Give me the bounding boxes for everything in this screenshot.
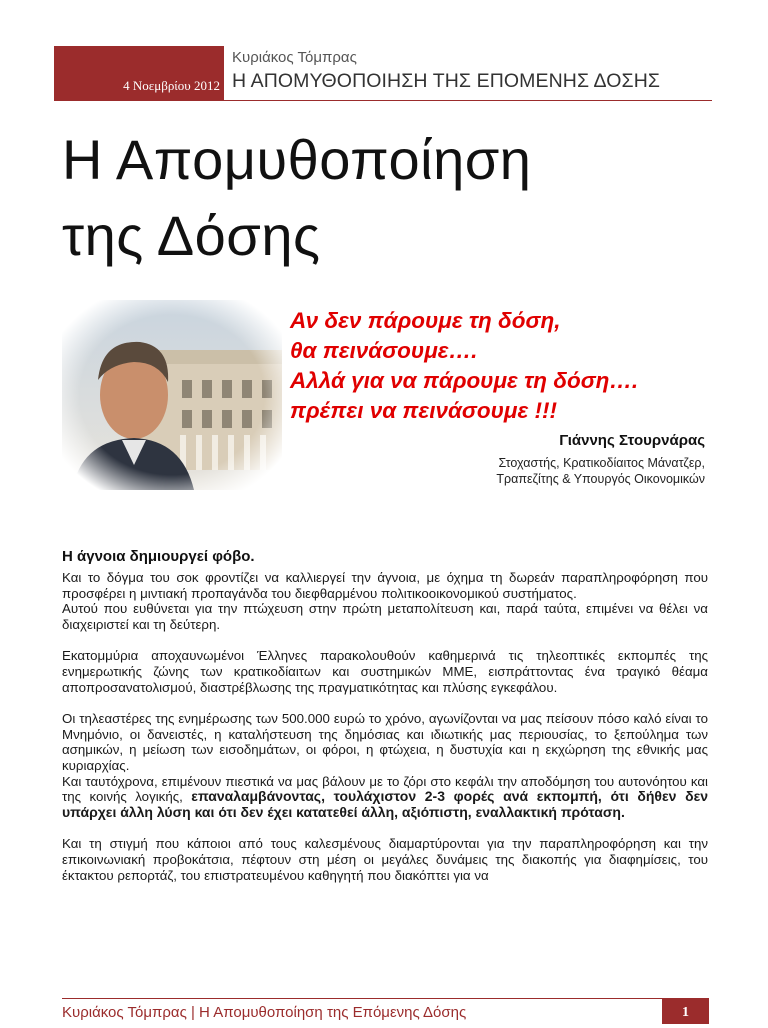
portrait-photo: [62, 300, 282, 490]
quote-line: Αλλά για να πάρουμε τη δόση….: [290, 368, 639, 393]
quote-line: πρέπει να πεινάσουμε !!!: [290, 398, 557, 423]
header-author: Κυριάκος Τόμπρας: [232, 49, 357, 66]
quote-text: [290, 306, 638, 426]
quote-author-role: [496, 455, 705, 487]
article-emphasis: επαναλαμβάνοντας, τουλάχιστον 2-3 φορές ανά εκπομπή, ότι δήθεν δεν υπάρχει άλλη λύση και ότι δεν έχει κατατεθεί άλλη, αξιόπιστη, εναλλακτική πρόταση.: [62, 788, 708, 820]
header-title: Η ΑΠΟΜΥΘΟΠΟΙΗΣΗ ΤΗΣ ΕΠΟΜΕΝΗΣ ΔΟΣΗΣ: [232, 70, 661, 92]
quote-line: θα πεινάσουμε….: [290, 338, 478, 363]
header-date: 4 Νοεμβρίου 2012: [123, 78, 220, 93]
footer-text: Κυριάκος Τόμπρας | Η Απομυθοποίηση της Επόμενης Δόσης: [62, 1004, 467, 1021]
article-paragraph-text: Και ταυτόχρονα, επιμένουν πιεστικά να μας βάλουν με το ζόρι στο κεφάλι την αποδόμηση του αυτονόητου και της κοινής λογικής,: [62, 773, 708, 805]
footer-divider: [62, 998, 662, 999]
quote-author: Γιάννης Στουρνάρας: [559, 432, 705, 449]
article-paragraph: Εκατομμύρια αποχαυνωμένοι Έλληνες παρακολουθούν καθημερινά τις τηλεοπτικές εκπομπές της ενημερωτικής ζώνης των κρατικοδίαιτων και συστημικών ΜΜΕ, εισπράττοντας ένα τραγικό θέαμα αποπροσανατολισμού, διαστρέβλωσης της πραγματικότητας και πλύσης εγκεφάλου.: [62, 648, 708, 695]
quote-line: Αν δεν πάρουμε τη δόση,: [290, 308, 561, 333]
article-paragraph: Και το δόγμα του σοκ φροντίζει να καλλιεργεί την άγνοια, με όχημα τη δωρεάν παραπληροφόρηση που προσφέρει η μιντιακή προπαγάνδα του διεφθαρμένου πολιτικοοικονομικού συστήματος.: [62, 570, 708, 601]
quote-role-line: Στοχαστής, Κρατικοδίαιτος Μάνατζερ,: [498, 456, 705, 470]
header-divider: [224, 100, 712, 101]
article-body: [62, 548, 708, 883]
article-paragraph: Και τη στιγμή που κάποιοι από τους καλεσμένους διαμαρτύρονται για την παραπληροφόρηση και την επικοινωνιακή προβοκάτσια, πέφτουν στη μέση οι μεγάλες δυνάμεις της διακοπής για διαφημίσεις, του έκτακτου ρεπορτάζ, του επιστρατευμένου καθηγητή που διακόπτει για να: [62, 836, 708, 883]
portrait-photo-illustration: [62, 300, 282, 490]
article-heading: Η άγνοια δημιουργεί φόβο.: [62, 548, 255, 565]
page-title-line-2: της Δόσης: [62, 204, 321, 267]
article-paragraph: [62, 774, 708, 821]
article-paragraph: Αυτού που ευθύνεται για την πτώχευση στην πρώτη μεταπολίτευση και, παρά ταύτα, επιμένει να θέλει να διαχειριστεί και τη δεύτερη.: [62, 601, 708, 632]
page-title: [62, 122, 531, 274]
quote-role-line: Τραπεζίτης & Υπουργός Οικονομικών: [496, 472, 705, 486]
page-title-line-1: Η Απομυθοποίηση: [62, 128, 532, 191]
page-number: 1: [662, 998, 709, 1024]
article-paragraph: Οι τηλεαστέρες της ενημέρωσης των 500.000 ευρώ το χρόνο, αγωνίζονται να μας πείσουν πόσο καλό είναι το Μνημόνιο, οι δανειστές, η καταλήστευση της δημόσιας και ιδιωτικής μας περιουσίας, το ξεπούλημα των ασημικών, η μείωση των εισοδημάτων, οι φόροι, η φτώχεια, η δυστυχία και η εκχώρηση της εθνικής μας κυριαρχίας.: [62, 711, 708, 773]
